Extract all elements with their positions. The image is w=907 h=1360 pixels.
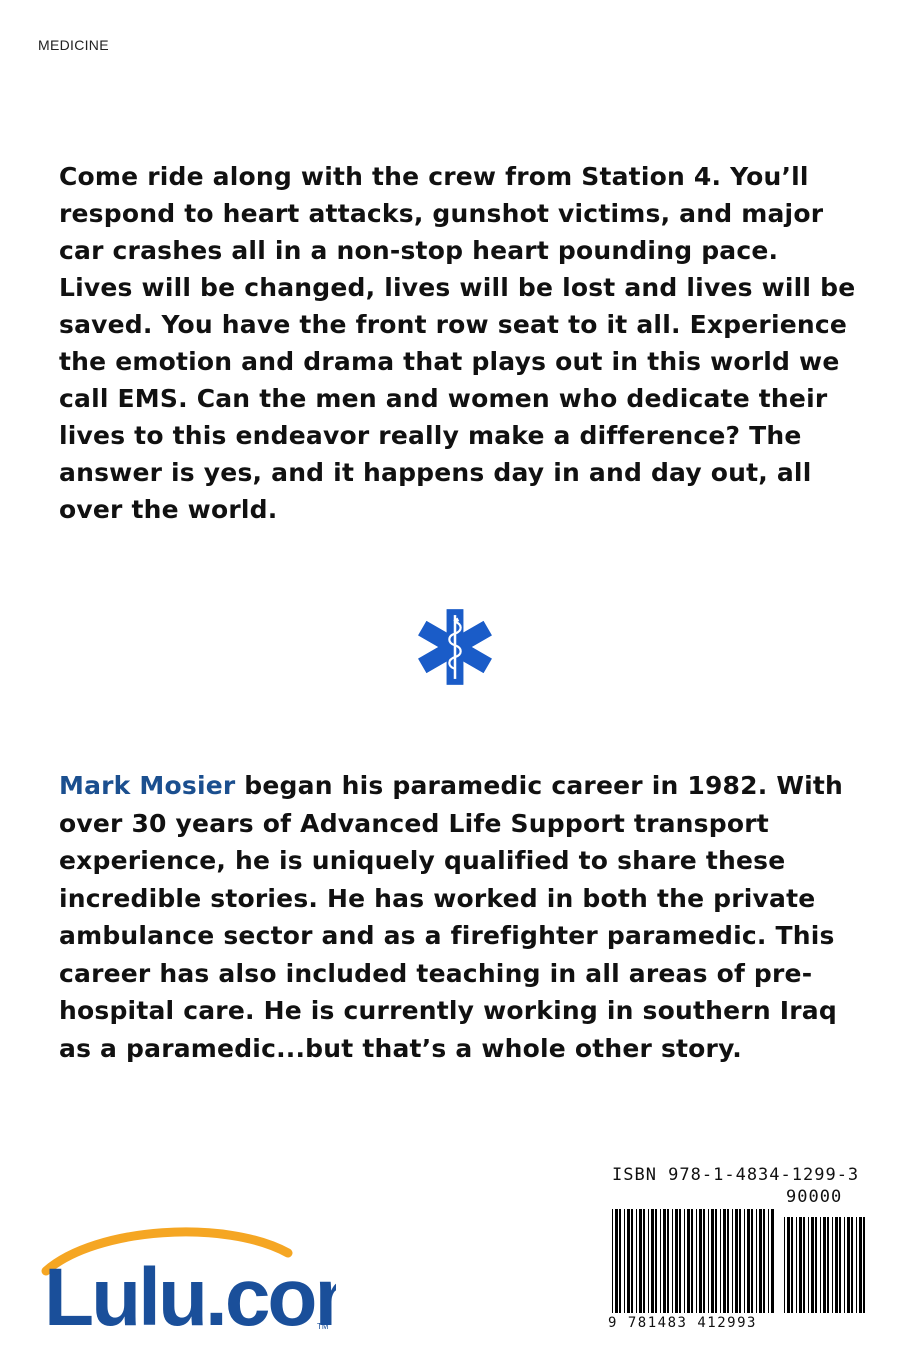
author-bio xyxy=(59,767,859,1067)
author-name: Mark Mosier xyxy=(59,771,236,800)
price-code: 90000 xyxy=(786,1187,843,1207)
lulu-logo-text: Lulu.co xyxy=(44,1252,315,1335)
isbn-barcode xyxy=(604,1165,869,1340)
lulu-logo xyxy=(36,1225,336,1335)
author-bio-text: began his paramedic career in 1982. With over 30 years of Advanced Life Support transport experience, he is uniquely qualified to share these incredible stories. He has worked in both the private ambulance sector and as a firefighter paramedic. This career has also included teaching in all areas of pre-hospital care. He is currently working in southern Iraq as a paramedic...but that’s a whole other story. xyxy=(59,771,844,1063)
star-of-life-icon xyxy=(413,604,497,690)
trademark-mark: TM xyxy=(317,1322,329,1331)
ean-digits: 9 781483 412993 xyxy=(608,1315,757,1331)
isbn-label: ISBN 978-1-4834-1299-3 xyxy=(612,1165,860,1185)
category-label: MEDICINE xyxy=(38,37,109,53)
book-blurb: Come ride along with the crew from Station 4. You’ll respond to heart attacks, gunshot victims, and major car crashes all in a non-stop heart pounding pace. Lives will be changed, lives will be lost and lives will be saved. You have the front row seat to it all. Experience the emotion and drama that plays out in this world we call EMS. Can the men and women who dedicate their lives to this endeavor really make a difference? The answer is yes, and it happens day in and day out, all over the world. xyxy=(59,162,856,524)
barcode-bars xyxy=(604,1209,869,1319)
